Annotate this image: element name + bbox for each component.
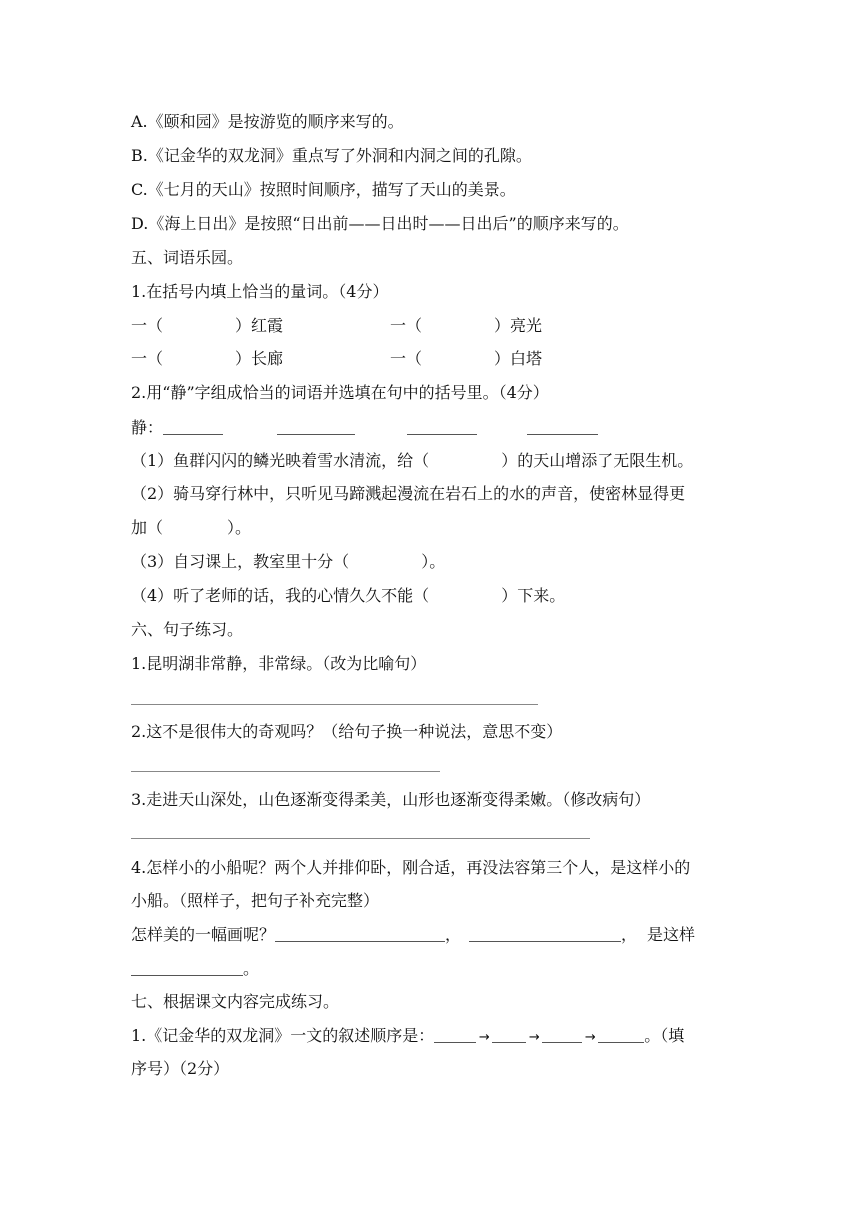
answer-blank-wrap-2 <box>277 416 355 440</box>
section7-heading: 七、根据课文内容完成练习。 <box>131 992 340 1011</box>
section6-q4-line4 <box>131 957 259 981</box>
q4-comma-1: ， <box>445 925 462 944</box>
section6-q1: 1.昆明湖非常静，非常绿。（改为比喻句） <box>131 654 427 673</box>
section6-q4-line1: 4.怎样小的小船呢？两个人并排仰卧，刚合适，再没法容第三个人，是这样小的 <box>131 858 691 877</box>
option-c: C.《七月的天山》按照时间顺序，描写了天山的美景。 <box>131 180 516 199</box>
measure-word-item-2 <box>390 314 542 338</box>
paren-open: 一（ <box>390 349 423 368</box>
paren-open: 一（ <box>131 349 164 368</box>
order-blank-4[interactable] <box>598 1042 644 1043</box>
option-b: B.《记金华的双龙洞》重点写了外洞和内洞之间的孔隙。 <box>131 146 532 165</box>
q4-sentence-start: 怎样美的一幅画呢？ <box>131 925 276 944</box>
section7-q1-line2: 序号）（2分） <box>131 1059 230 1078</box>
section5-q1: 1.在括号内填上恰当的量词。（4分） <box>131 282 389 301</box>
sentence-2-line2 <box>131 516 251 540</box>
measure-word-noun: 红霞 <box>251 316 284 335</box>
sentence-4 <box>131 584 565 608</box>
q4-sentence-end: 。 <box>243 959 260 978</box>
answer-blank-q4-2[interactable] <box>469 941 621 942</box>
arrow-right-icon: → <box>528 1030 540 1045</box>
q1-sentence-end: 。（填 <box>644 1026 685 1045</box>
jing-words-row <box>131 416 223 440</box>
measure-word-item-3 <box>131 347 283 371</box>
answer-blank-1[interactable] <box>163 434 223 435</box>
answer-blank-q4-1[interactable] <box>275 941 445 942</box>
sentence-4-end: ）下来。 <box>501 586 566 605</box>
sentence-1-start: （1）鱼群闪闪的鳞光映着雪水清流，给（ <box>131 451 430 470</box>
answer-blank-2[interactable] <box>277 434 355 435</box>
q1-sentence-start: 1.《记金华的双龙洞》一文的叙述顺序是： <box>131 1026 435 1045</box>
paren-close: ） <box>235 316 252 335</box>
measure-word-noun: 长廊 <box>251 349 284 368</box>
answer-blank-wrap-4 <box>527 416 598 440</box>
measure-word-noun: 亮光 <box>510 316 543 335</box>
paren-close: ） <box>494 316 511 335</box>
answer-blank-4[interactable] <box>527 434 598 435</box>
sentence-2-line1: （2）骑马穿行林中，只听见马蹄溅起漫流在岩石上的水的声音，使密林显得更 <box>131 484 686 503</box>
paren-open: 一（ <box>390 316 423 335</box>
paren-close: ） <box>494 349 511 368</box>
measure-word-item-1 <box>131 314 283 338</box>
measure-word-noun: 白塔 <box>510 349 543 368</box>
paren-close: ） <box>235 349 252 368</box>
section6-q3: 3.走进天山深处，山色逐渐变得柔美，山形也逐渐变得柔嫩。（修改病句） <box>131 790 651 809</box>
section7-q1-line1 <box>131 1024 684 1048</box>
q4-sentence-mid: 是这样 <box>647 925 696 944</box>
section5-heading: 五、词语乐园。 <box>131 248 244 267</box>
sentence-4-start: （4）听了老师的话，我的心情久久不能（ <box>131 586 430 605</box>
section6-heading: 六、句子练习。 <box>131 620 244 639</box>
order-blank-1[interactable] <box>434 1042 476 1043</box>
section6-q4-line2: 小船。（照样子，把句子补充完整） <box>131 891 380 910</box>
order-blank-3[interactable] <box>542 1042 582 1043</box>
answer-line-1[interactable] <box>131 704 538 705</box>
answer-blank-wrap-3 <box>407 416 477 440</box>
measure-word-item-4 <box>390 347 542 371</box>
order-blank-2[interactable] <box>492 1042 526 1043</box>
answer-blank-3[interactable] <box>407 434 477 435</box>
arrow-right-icon: → <box>478 1030 490 1045</box>
arrow-right-icon: → <box>584 1030 596 1045</box>
sentence-3-start: （3）自习课上，教室里十分（ <box>131 552 350 571</box>
section6-q2: 2.这不是很伟大的奇观吗？（给句子换一种说法，意思不变） <box>131 722 563 741</box>
sentence-2-start: 加（ <box>131 518 164 537</box>
answer-line-3[interactable] <box>131 838 590 839</box>
section5-q2: 2.用“静”字组成恰当的词语并选填在句中的括号里。（4分） <box>131 383 549 402</box>
sentence-1 <box>131 449 693 473</box>
paren-open: 一（ <box>131 316 164 335</box>
option-a: A.《颐和园》是按游览的顺序来写的。 <box>131 112 404 131</box>
jing-label: 静： <box>131 418 164 437</box>
q4-comma-2: ， <box>621 925 638 944</box>
section6-q4-line3 <box>131 923 695 947</box>
sentence-3 <box>131 550 445 574</box>
answer-blank-q4-3[interactable] <box>131 975 243 976</box>
sentence-3-end: ）。 <box>421 552 446 571</box>
answer-line-2[interactable] <box>131 771 440 772</box>
sentence-2-end: ）。 <box>227 518 252 537</box>
sentence-1-end: ）的天山增添了无限生机。 <box>501 451 694 470</box>
option-d: D.《海上日出》是按照“日出前——日出时——日出后”的顺序来写的。 <box>131 214 629 233</box>
